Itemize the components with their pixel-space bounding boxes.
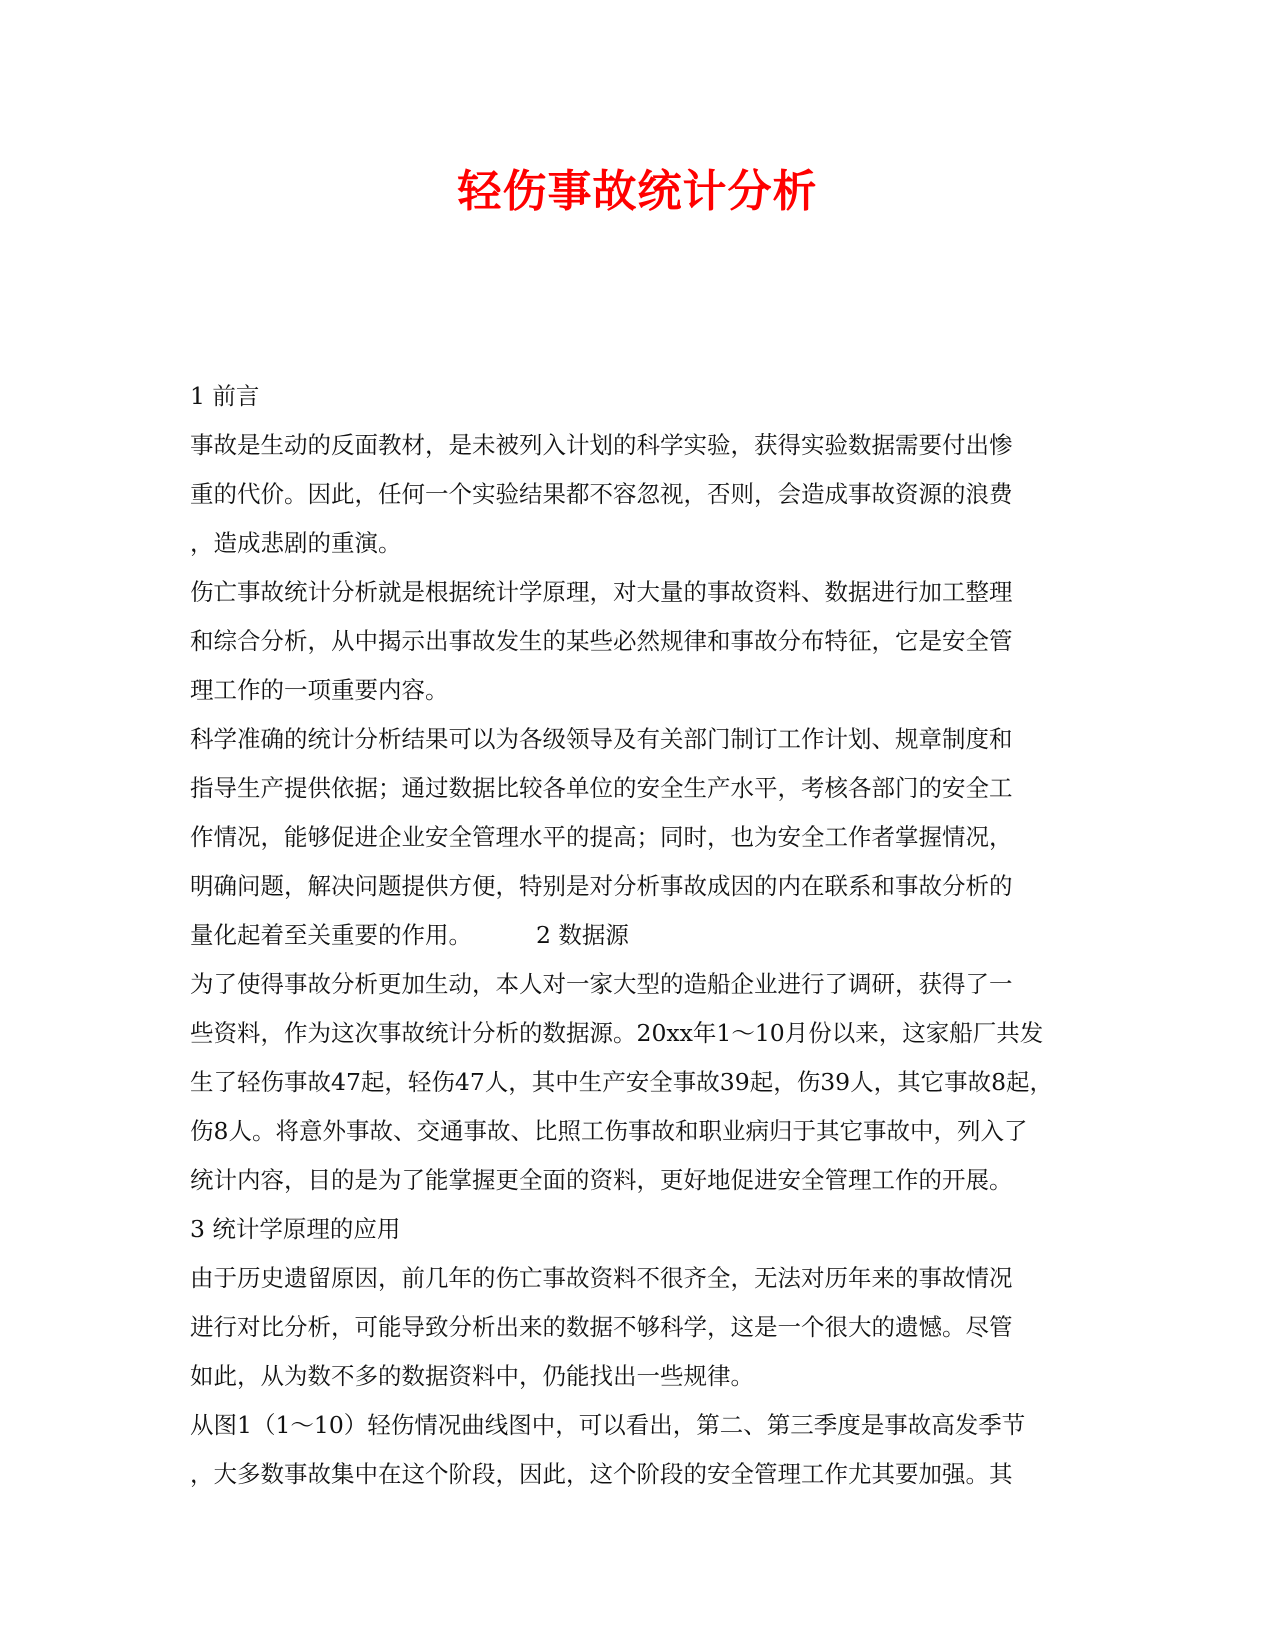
paragraph-line: 些资料，作为这次事故统计分析的数据源。20xx年1～10月份以来，这家船厂共发 (190, 1019, 1044, 1047)
paragraph-line: 如此，从为数不多的数据资料中，仍能找出一些规律。 (190, 1362, 754, 1390)
paragraph-line: 伤8人。将意外事故、交通事故、比照工伤事故和职业病归于其它事故中，列入了 (190, 1117, 1028, 1145)
paragraph-line: ，大多数事故集中在这个阶段，因此，这个阶段的安全管理工作尤其要加强。其 (190, 1460, 1013, 1488)
section-heading-statistics: 3 统计学原理的应用 (190, 1215, 401, 1243)
paragraph-line-with-heading (190, 911, 1075, 960)
paragraph-line: 重的代价。因此，任何一个实验结果都不容忽视，否则，会造成事故资源的浪费 (190, 480, 1013, 508)
paragraph-line: 明确问题，解决问题提供方便，特别是对分析事故成因的内在联系和事故分析的 (190, 872, 1013, 900)
paragraph-line: 进行对比分析，可能导致分析出来的数据不够科学，这是一个很大的遗憾。尽管 (190, 1313, 1013, 1341)
section-heading-data-source: 2 数据源 (536, 921, 629, 949)
document-body (190, 372, 1075, 1499)
paragraph-line: 生了轻伤事故47起，轻伤47人，其中生产安全事故39起，伤39人，其它事故8起， (190, 1068, 1054, 1096)
paragraph-line: 理工作的一项重要内容。 (190, 676, 449, 704)
paragraph-line: 从图1（1～10）轻伤情况曲线图中，可以看出，第二、第三季度是事故高发季节 (190, 1411, 1026, 1439)
paragraph-line: 事故是生动的反面教材，是未被列入计划的科学实验，获得实验数据需要付出惨 (190, 431, 1013, 459)
paragraph-line: ，造成悲剧的重演。 (190, 529, 402, 557)
paragraph-line: 和综合分析，从中揭示出事故发生的某些必然规律和事故分布特征，它是安全管 (190, 627, 1013, 655)
paragraph-line: 由于历史遗留原因，前几年的伤亡事故资料不很齐全，无法对历年来的事故情况 (190, 1264, 1013, 1292)
section-heading-preface: 1 前言 (190, 382, 260, 410)
paragraph-line: 量化起着至关重要的作用。 (190, 921, 472, 949)
paragraph-line: 为了使得事故分析更加生动，本人对一家大型的造船企业进行了调研，获得了一 (190, 970, 1013, 998)
paragraph-line: 作情况，能够促进企业安全管理水平的提高；同时，也为安全工作者掌握情况， (190, 823, 1013, 851)
paragraph-line: 统计内容，目的是为了能掌握更全面的资料，更好地促进安全管理工作的开展。 (190, 1166, 1013, 1194)
paragraph-line: 伤亡事故统计分析就是根据统计学原理，对大量的事故资料、数据进行加工整理 (190, 578, 1013, 606)
paragraph-line: 科学准确的统计分析结果可以为各级领导及有关部门制订工作计划、规章制度和 (190, 725, 1013, 753)
paragraph-line: 指导生产提供依据；通过数据比较各单位的安全生产水平，考核各部门的安全工 (190, 774, 1013, 802)
document-title: 轻伤事故统计分析 (457, 166, 818, 217)
